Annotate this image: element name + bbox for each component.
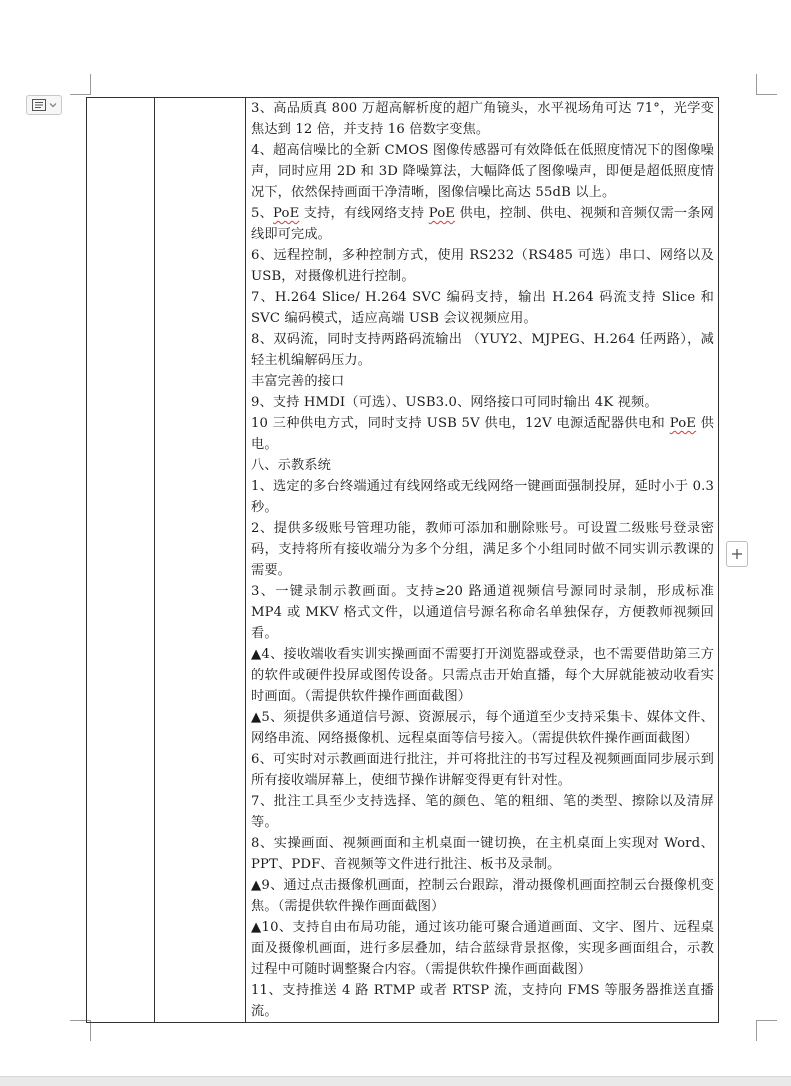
spec-paragraph: 10 三种供电方式，同时支持 USB 5V 供电，12V 电源适配器供电和 PoE 供电。	[251, 416, 715, 452]
table-cell-index[interactable]	[87, 98, 155, 1023]
crop-mark-top-left	[70, 74, 91, 95]
chevron-down-icon	[49, 102, 57, 108]
plus-icon	[731, 545, 743, 564]
crop-mark-bottom-right	[756, 1020, 777, 1041]
table-cell-name[interactable]	[155, 98, 246, 1023]
spec-paragraph: 2、提供多级账号管理功能，教师可添加和删除账号。可设置二级账号登录密码，支持将所有接收端分为多个分组，满足多个小组同时做不同实训示教课的需要。	[251, 521, 714, 578]
section-heading: 丰富完善的接口	[251, 374, 345, 389]
add-row-button[interactable]	[726, 541, 748, 567]
spec-paragraph: 8、双码流，同时支持两路码流输出 （YUY2、MJPEG、H.264 任两路），减轻主机编解码压力。	[251, 332, 714, 368]
spec-paragraph: 3、高品质真 800 万超高解析度的超广角镜头，水平视场角可达 71°，光学变焦达到 12 倍，并支持 16 倍数字变焦。	[251, 101, 714, 137]
spec-paragraph: 8、实操画面、视频画面和主机桌面一键切换，在主机桌面上实现对 Word、PPT、PDF、音视频等文件进行批注、板书及录制。	[251, 836, 714, 872]
spec-paragraph: ▲5、须提供多通道信号源、资源展示，每个通道至少支持采集卡、媒体文件、网络串流、网络摄像机、远程桌面等信号接入。（需提供软件操作画面截图）	[251, 710, 714, 746]
spec-paragraph: ▲4、接收端收看实训实操画面不需要打开浏览器或登录，也不需要借助第三方的软件或硬件投屏或图传设备。只需点击开始直播，每个大屏就能被动收看实时画面。（需提供软件操作画面截图）	[251, 647, 714, 704]
spellcheck-word: PoE	[428, 206, 456, 221]
spellcheck-word: PoE	[273, 206, 300, 221]
crop-mark-top-right	[756, 74, 777, 95]
spec-paragraph: 7、批注工具至少支持选择、笔的颜色、笔的粗细、笔的类型、擦除以及清屏等。	[251, 794, 714, 830]
spec-paragraph: 5、PoE 支持，有线网络支持 PoE 供电，控制、供电、视频和音频仅需一条网线即可完成。	[251, 206, 714, 242]
spellcheck-word: PoE	[669, 416, 697, 431]
spec-table	[86, 97, 719, 1023]
outline-toggle-button[interactable]	[26, 95, 62, 115]
spec-paragraph: 4、超高信噪比的全新 CMOS 图像传感器可有效降低在低照度情况下的图像噪声，同时应用 2D 和 3D 降噪算法，大幅降低了图像噪声，即便是超低照度情况下，依然保持画面干净清晰，图像信噪比高达 55dB 以上。	[251, 143, 714, 200]
spec-paragraph: 9、支持 HMDI（可选）、USB3.0、网络接口可同时输出 4K 视频。	[251, 395, 658, 410]
spec-paragraph: 3、一键录制示教画面。支持≥20 路通道视频信号源同时录制，形成标准 MP4 或 MKV 格式文件，以通道信号源名称命名单独保存，方便教师视频回看。	[251, 584, 714, 641]
table-cell-specs[interactable]	[246, 98, 719, 1023]
spec-paragraph: 6、可实时对示教画面进行批注，并可将批注的书写过程及视频画面同步展示到所有接收端屏幕上，使细节操作讲解变得更有针对性。	[251, 752, 714, 788]
crop-mark-bottom-left	[70, 1020, 91, 1041]
spec-content	[246, 98, 718, 1022]
spec-paragraph: 7、H.264 Slice/ H.264 SVC 编码支持，输出 H.264 码流支持 Slice 和 SVC 编码模式，适应高端 USB 会议视频应用。	[251, 290, 714, 326]
spec-paragraph: ▲9、通过点击摄像机画面，控制云台跟踪，滑动摄像机画面控制云台摄像机变焦。（需提供软件操作画面截图）	[251, 878, 714, 914]
spec-paragraph: ▲10、支持自由布局功能，通过该功能可聚合通道画面、文字、图片、远程桌面及摄像机画面，进行多层叠加，结合蓝绿背景抠像，实现多画面组合，示教过程中可随时调整聚合内容。（需提供软件操作画面截图）	[251, 920, 714, 977]
outline-icon	[32, 99, 46, 111]
table-row	[87, 98, 719, 1023]
spec-paragraph: 11、支持推送 4 路 RTMP 或者 RTSP 流，支持向 FMS 等服务器推送直播流。	[251, 983, 714, 1019]
section-heading: 八、示教系统	[251, 458, 332, 473]
spec-paragraph: 1、选定的多台终端通过有线网络或无线网络一键画面强制投屏，延时小于 0.3 秒。	[251, 479, 714, 515]
spec-paragraph: 6、远程控制，多种控制方式，使用 RS232（RS485 可选）串口、网络以及 USB，对摄像机进行控制。	[251, 248, 714, 284]
